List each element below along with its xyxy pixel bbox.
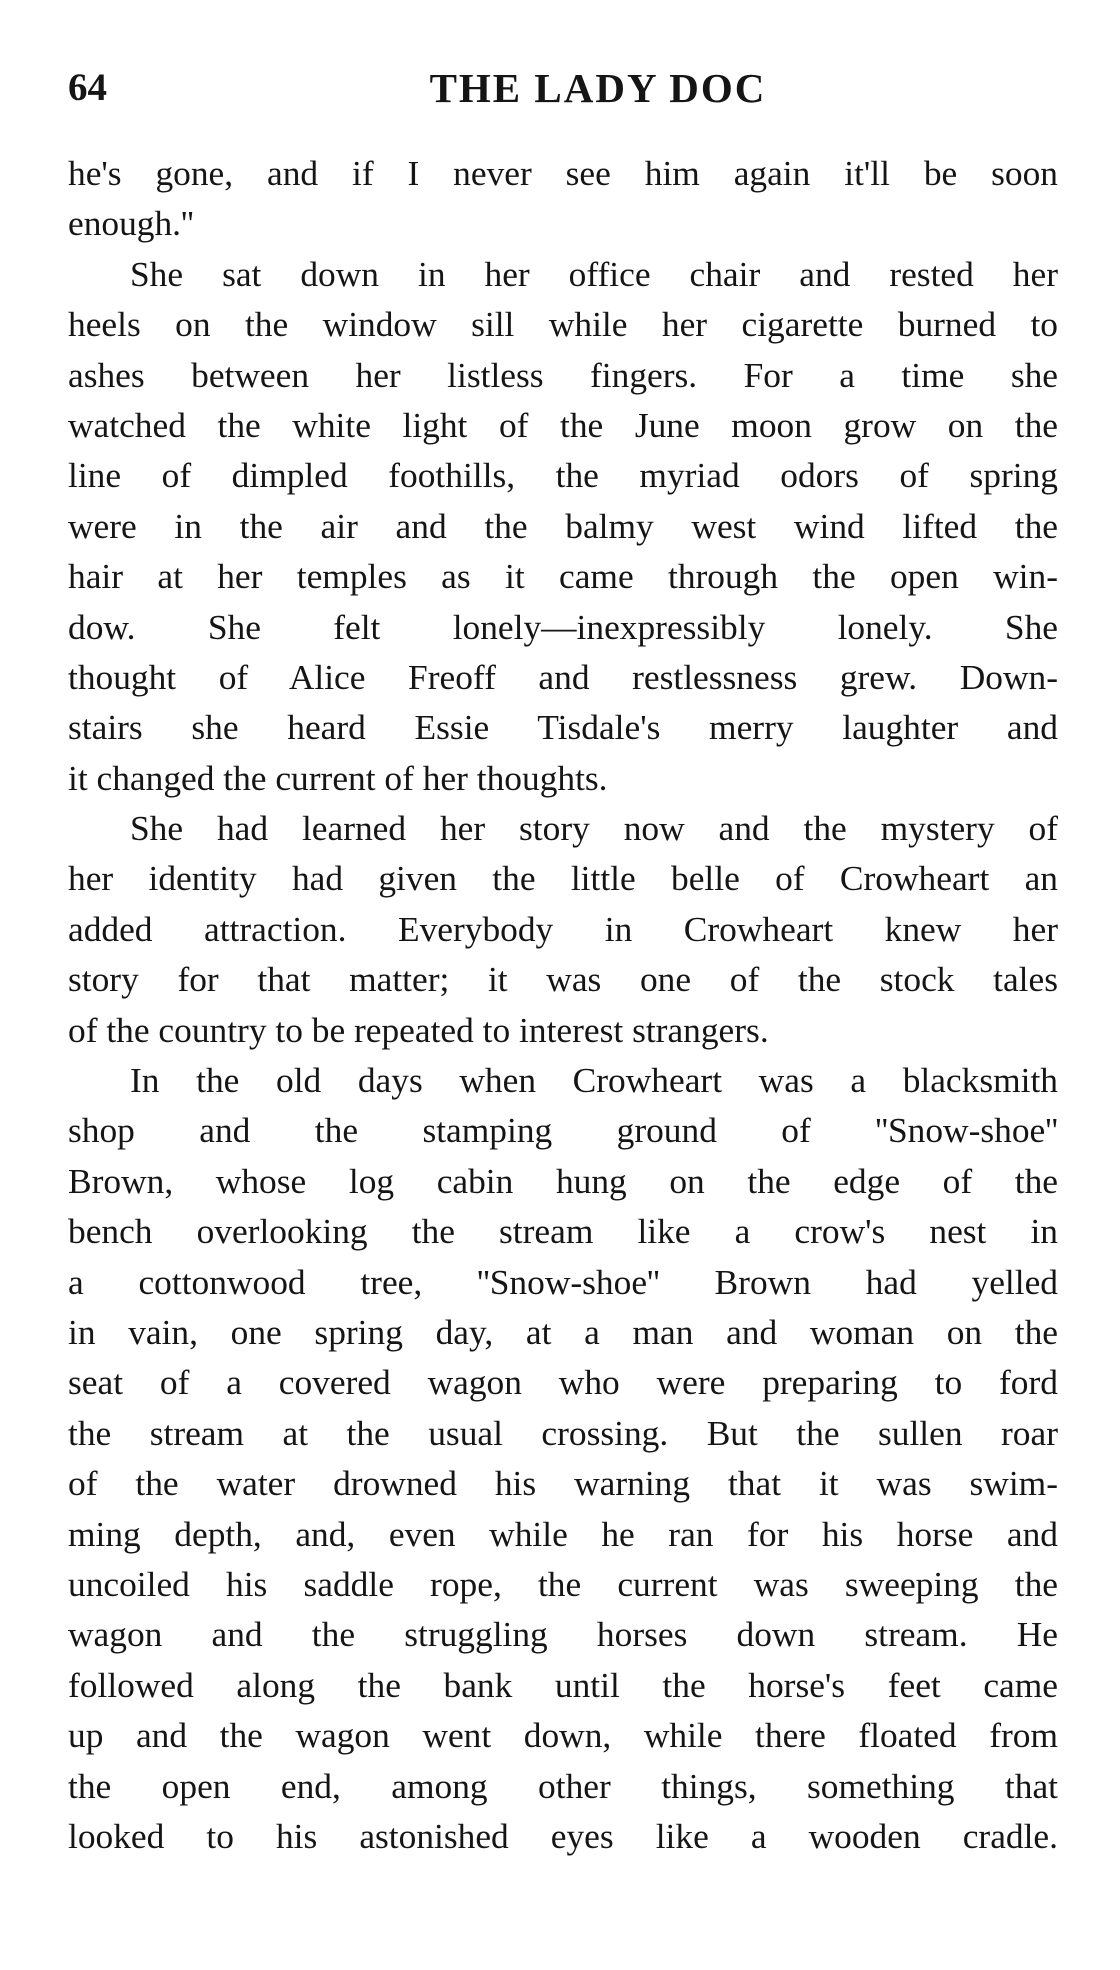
text-line: a cottonwood tree, ''Snow-shoe'' Brown had yelled — [68, 1261, 1058, 1302]
paragraph-first-line: She sat down in her office chair and rested her — [130, 253, 1058, 294]
text-line: wagon and the struggling horses down stream. He — [68, 1614, 1058, 1655]
text-line: of the water drowned his warning that it was swim- — [68, 1463, 1058, 1504]
text-line: of the country to be repeated to interest strangers. — [68, 1009, 769, 1050]
text-line: he's gone, and if I never see him again it'll be soon — [68, 153, 1058, 193]
page-header — [68, 58, 1058, 118]
paragraph-first-line: In the old days when Crowheart was a blacksmith — [130, 1060, 1058, 1101]
text-line: watched the white light of the June moon grow on the — [68, 404, 1058, 445]
page-body-text — [68, 148, 1058, 1861]
running-title: THE LADY DOC — [429, 65, 767, 111]
text-line: up and the wagon went down, while there floated from — [68, 1715, 1058, 1756]
text-line: shop and the stamping ground of ''Snow-shoe'' — [68, 1110, 1058, 1151]
text-line: ming depth, and, even while he ran for his horse and — [68, 1513, 1058, 1554]
text-line: heels on the window sill while her cigarette burned to — [68, 304, 1058, 345]
paragraph-first-line: She had learned her story now and the mystery of — [130, 808, 1058, 849]
text-line: Brown, whose log cabin hung on the edge of the — [68, 1160, 1058, 1201]
text-line: enough.'' — [68, 203, 194, 244]
text-line: her identity had given the little belle of Crowheart an — [68, 858, 1058, 899]
text-line: the open end, among other things, something that — [68, 1765, 1058, 1806]
text-line: in vain, one spring day, at a man and woman on the — [68, 1311, 1058, 1352]
text-line: looked to his astonished eyes like a wooden cradle. — [68, 1815, 1058, 1856]
text-line: added attraction. Everybody in Crowheart knew her — [68, 908, 1058, 949]
page-number: 64 — [68, 66, 107, 109]
text-line: bench overlooking the stream like a crow's nest in — [68, 1211, 1058, 1252]
text-line: uncoiled his saddle rope, the current was sweeping the — [68, 1563, 1058, 1604]
text-line: stairs she heard Essie Tisdale's merry laughter and — [68, 707, 1058, 748]
text-line: ashes between her listless fingers. For a time she — [68, 354, 1058, 395]
text-line: line of dimpled foothills, the myriad odors of spring — [68, 455, 1058, 496]
text-line: story for that matter; it was one of the stock tales — [68, 959, 1058, 1000]
text-line: dow. She felt lonely—inexpressibly lonely. She — [68, 606, 1058, 647]
text-line: thought of Alice Freoff and restlessness grew. Down- — [68, 656, 1058, 697]
text-line: hair at her temples as it came through the open win- — [68, 556, 1058, 597]
text-line: seat of a covered wagon who were preparing to ford — [68, 1362, 1058, 1403]
text-line: were in the air and the balmy west wind lifted the — [68, 505, 1058, 546]
text-line: it changed the current of her thoughts. — [68, 757, 608, 798]
text-line: followed along the bank until the horse's feet came — [68, 1664, 1058, 1705]
text-line: the stream at the usual crossing. But the sullen roar — [68, 1412, 1058, 1453]
